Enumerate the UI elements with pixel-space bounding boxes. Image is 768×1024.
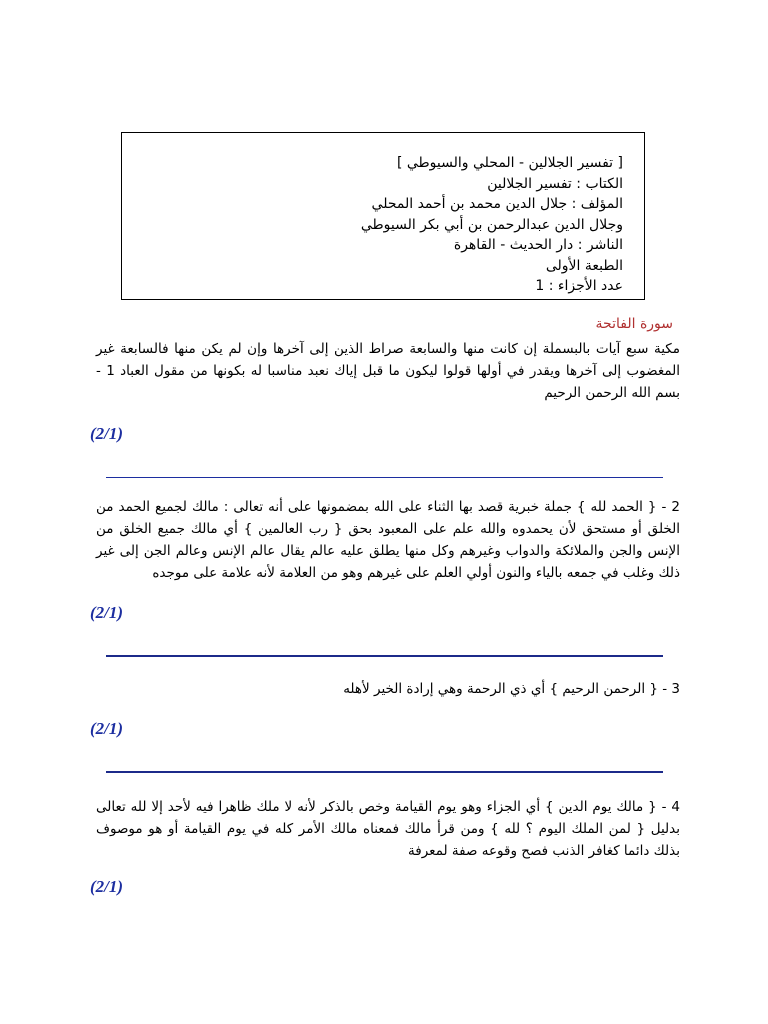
verse-paragraph: 3 - { الرحمن الرحيم } أي ذي الرحمة وهي إرادة الخير لأهله	[343, 681, 680, 697]
section-divider	[106, 655, 663, 657]
book-info-line: الناشر : دار الحديث - القاهرة	[453, 237, 623, 253]
book-info-box	[121, 132, 645, 300]
book-info-line: عدد الأجزاء : 1	[535, 278, 623, 294]
page-reference: (2/1)	[90, 877, 124, 896]
book-info-line: وجلال الدين عبدالرحمن بن أبي بكر السيوطي	[360, 216, 623, 233]
section-divider	[106, 477, 663, 478]
verse-paragraph: 2 - { الحمد لله } جملة خبرية قصد بها الثناء على الله بمضمونها على أنه تعالى : مالك لجميع الحمد من الخلق أو مستحق لأن يحمدوه والله علم على المعبود بحق { رب العالمين } أي مالك جميع الخلق من الإنس والجن والملائكة والدواب وغيرهم وكل منها يطلق عليه عالم يقال عالم الإنس وعالم الجن إلى غير ذلك وغلب في جمعه بالياء والنون أولي العلم على غيرهم وهو من العلامة لأنه علامة على موجده	[96, 499, 680, 581]
book-info-line: الكتاب : تفسير الجلالين	[487, 175, 623, 192]
intro-paragraph: مكية سبع آيات بالبسملة إن كانت منها والسابعة صراط الذين إلى آخرها وإن لم يكن منها فالسابعة غير المغضوب إلى آخرها ويقدر في أولها قولوا ليكون ما قبل إياك نعبد مناسبا له بكونها من مقول العباد 1 - بسم الله الرحمن الرحيم	[96, 341, 680, 401]
verse-paragraph: 4 - { مالك يوم الدين } أي الجزاء وهو يوم القيامة وخص بالذكر لأنه لا ملك ظاهرا فيه لأحد إلا لله تعالى بدليل { لمن الملك اليوم ؟ لله } ومن قرأ مالك فمعناه مالك الأمر كله في يوم القيامة أو هو موصوف بذلك دائما كغافر الذنب فصح وقوعه صفة لمعرفة	[96, 799, 680, 859]
page-reference: (2/1)	[90, 424, 124, 443]
page-reference: (2/1)	[90, 603, 124, 622]
sura-title: سورة الفاتحة	[595, 316, 673, 332]
book-info-line: [ تفسير الجلالين - المحلي والسيوطي ]	[396, 155, 623, 171]
section-divider	[106, 771, 663, 773]
book-info-line: الطبعة الأولى	[545, 257, 623, 274]
book-info-line: المؤلف : جلال الدين محمد بن أحمد المحلي	[371, 196, 623, 212]
page-reference: (2/1)	[90, 719, 124, 738]
